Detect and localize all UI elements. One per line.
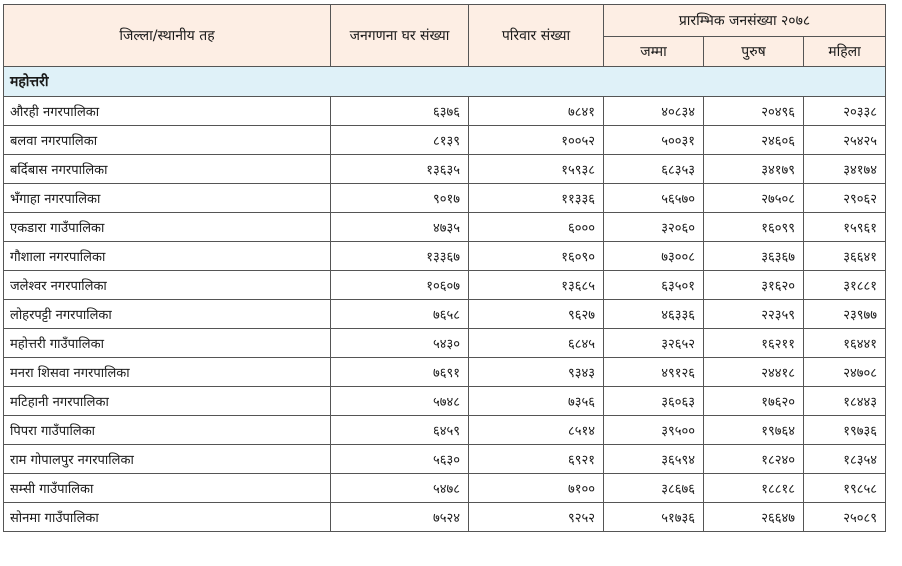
table-row (4, 271, 886, 300)
cell-male: २४४१८ (704, 358, 804, 387)
cell-families: ७१०० (469, 474, 604, 503)
table-row (4, 445, 886, 474)
cell-female: २४७०८ (804, 358, 886, 387)
cell-male: १८२४० (704, 445, 804, 474)
header-male: पुरुष (704, 37, 804, 67)
cell-female: १८४४३ (804, 387, 886, 416)
cell-female: ३१८८१ (804, 271, 886, 300)
cell-families: ६००० (469, 213, 604, 242)
cell-female: १९७३६ (804, 416, 886, 445)
cell-total: ३९५०० (604, 416, 704, 445)
cell-households: ७५२४ (331, 503, 469, 532)
cell-families: १३६८५ (469, 271, 604, 300)
table-row (4, 184, 886, 213)
table-row (4, 300, 886, 329)
header-district: जिल्ला/स्थानीय तह (4, 5, 331, 67)
cell-male: २२३५९ (704, 300, 804, 329)
cell-households: ६४५९ (331, 416, 469, 445)
cell-families: ९२५२ (469, 503, 604, 532)
cell-families: ६८४५ (469, 329, 604, 358)
cell-female: ३६६४१ (804, 242, 886, 271)
cell-female: १५९६१ (804, 213, 886, 242)
cell-families: ११३३६ (469, 184, 604, 213)
cell-households: ५४७८ (331, 474, 469, 503)
cell-name: मटिहानी नगरपालिका (4, 387, 331, 416)
section-row (4, 67, 886, 97)
table-row (4, 474, 886, 503)
cell-name: बलवा नगरपालिका (4, 126, 331, 155)
cell-male: १७६२० (704, 387, 804, 416)
cell-total: ५१७३६ (604, 503, 704, 532)
cell-families: १६०९० (469, 242, 604, 271)
cell-male: १८८१८ (704, 474, 804, 503)
cell-households: १०६०७ (331, 271, 469, 300)
cell-female: २०३३८ (804, 97, 886, 126)
cell-households: ६३७६ (331, 97, 469, 126)
cell-name: भँगाहा नगरपालिका (4, 184, 331, 213)
cell-total: ३६५९४ (604, 445, 704, 474)
cell-name: महोत्तरी गाउँपालिका (4, 329, 331, 358)
cell-total: ७३००८ (604, 242, 704, 271)
table-row (4, 155, 886, 184)
cell-female: १९८५८ (804, 474, 886, 503)
table-row (4, 358, 886, 387)
cell-male: १९७६४ (704, 416, 804, 445)
cell-name: लोहरपट्टी नगरपालिका (4, 300, 331, 329)
table-row (4, 503, 886, 532)
cell-total: ४९१२६ (604, 358, 704, 387)
table-row (4, 213, 886, 242)
cell-total: ३८६७६ (604, 474, 704, 503)
cell-name: औरही नगरपालिका (4, 97, 331, 126)
header-households: जनगणना घर संख्या (331, 5, 469, 67)
cell-families: ७३५६ (469, 387, 604, 416)
cell-households: ७६९१ (331, 358, 469, 387)
cell-families: ७८४१ (469, 97, 604, 126)
cell-households: १३६३५ (331, 155, 469, 184)
cell-households: ५६३० (331, 445, 469, 474)
cell-name: मनरा शिसवा नगरपालिका (4, 358, 331, 387)
cell-name: पिपरा गाउँपालिका (4, 416, 331, 445)
cell-male: १६२११ (704, 329, 804, 358)
cell-families: १५९३८ (469, 155, 604, 184)
cell-male: २४६०६ (704, 126, 804, 155)
cell-households: ९०१७ (331, 184, 469, 213)
cell-female: २५०८९ (804, 503, 886, 532)
cell-female: १६४४१ (804, 329, 886, 358)
table-row (4, 97, 886, 126)
cell-male: ३४१७९ (704, 155, 804, 184)
cell-female: २३९७७ (804, 300, 886, 329)
table-row (4, 387, 886, 416)
cell-female: ३४१७४ (804, 155, 886, 184)
table-row (4, 242, 886, 271)
cell-families: ८५१४ (469, 416, 604, 445)
header-total: जम्मा (604, 37, 704, 67)
cell-total: ६३५०१ (604, 271, 704, 300)
cell-households: ७६५८ (331, 300, 469, 329)
cell-name: सम्सी गाउँपालिका (4, 474, 331, 503)
cell-name: राम गोपालपुर नगरपालिका (4, 445, 331, 474)
cell-name: जलेश्वर नगरपालिका (4, 271, 331, 300)
cell-households: ५७४८ (331, 387, 469, 416)
cell-households: १३३६७ (331, 242, 469, 271)
cell-female: १८३५४ (804, 445, 886, 474)
cell-total: ३६०६३ (604, 387, 704, 416)
cell-total: ५६५७० (604, 184, 704, 213)
cell-name: एकडारा गाउँपालिका (4, 213, 331, 242)
cell-families: ६९२१ (469, 445, 604, 474)
cell-male: २७५०८ (704, 184, 804, 213)
cell-male: १६०९९ (704, 213, 804, 242)
header-population-group: प्रारम्भिक जनसंख्या २०७८ (604, 5, 886, 37)
cell-male: २६६४७ (704, 503, 804, 532)
cell-households: ४७३५ (331, 213, 469, 242)
cell-male: ३६३६७ (704, 242, 804, 271)
header-female: महिला (804, 37, 886, 67)
table-row (4, 329, 886, 358)
table-row (4, 126, 886, 155)
cell-total: ६८३५३ (604, 155, 704, 184)
population-table (3, 4, 886, 532)
cell-total: ३२६५२ (604, 329, 704, 358)
section-title: महोत्तरी (4, 67, 886, 97)
cell-female: २५४२५ (804, 126, 886, 155)
cell-female: २९०६२ (804, 184, 886, 213)
header-families: परिवार संख्या (469, 5, 604, 67)
cell-households: ८१३९ (331, 126, 469, 155)
cell-total: ४०८३४ (604, 97, 704, 126)
cell-male: ३१६२० (704, 271, 804, 300)
cell-male: २०४९६ (704, 97, 804, 126)
cell-total: ५००३१ (604, 126, 704, 155)
cell-households: ५४३० (331, 329, 469, 358)
cell-name: गौशाला नगरपालिका (4, 242, 331, 271)
cell-families: ९३४३ (469, 358, 604, 387)
cell-total: ३२०६० (604, 213, 704, 242)
cell-families: ९६२७ (469, 300, 604, 329)
cell-families: १००५२ (469, 126, 604, 155)
cell-name: बर्दिबास नगरपालिका (4, 155, 331, 184)
table-row (4, 416, 886, 445)
cell-name: सोनमा गाउँपालिका (4, 503, 331, 532)
cell-total: ४६३३६ (604, 300, 704, 329)
